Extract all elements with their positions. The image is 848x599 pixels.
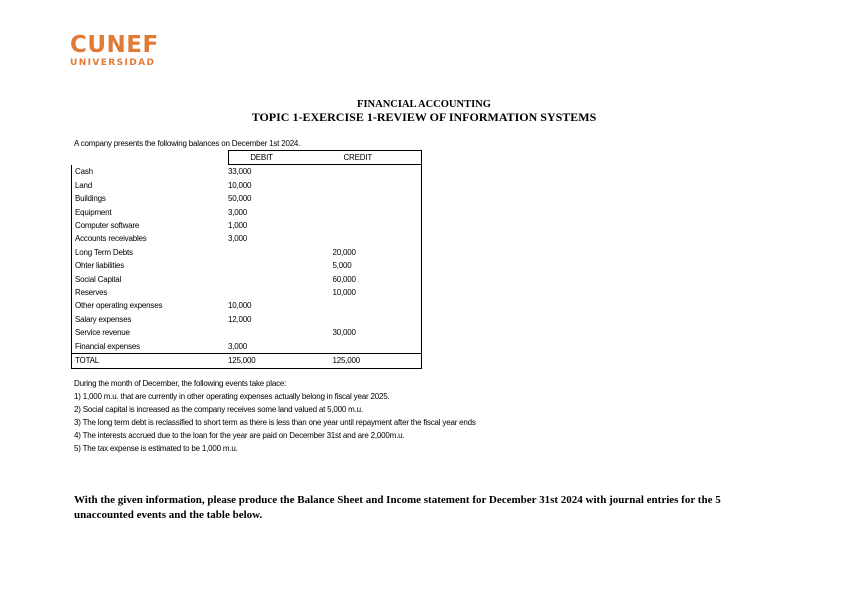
cell-account: Other operating expenses xyxy=(72,299,229,312)
table-row xyxy=(72,340,422,354)
document-subtitle: TOPIC 1-EXERCISE 1-REVIEW OF INFORMATION SYSTEMS xyxy=(251,110,597,124)
event-item: 2) Social capital is increased as the company receives some land valued at 5,000 m.u. xyxy=(74,405,363,414)
cell-credit xyxy=(295,192,422,205)
cell-account: Reserves xyxy=(72,286,229,299)
cell-account: Accounts receivables xyxy=(72,232,229,245)
cell-debit: 3,000 xyxy=(228,234,248,244)
cell-credit: 60,000 xyxy=(295,273,422,286)
table-row xyxy=(72,299,422,312)
events-section xyxy=(74,379,484,457)
cell-debit: 125,000 xyxy=(228,354,295,368)
cell-debit: 10,000 xyxy=(228,180,252,190)
cell-account: Cash xyxy=(72,165,229,179)
cell-credit: 10,000 xyxy=(295,286,422,299)
table-row xyxy=(72,232,422,245)
event-item: 1) 1,000 m.u. that are currently in other operating expenses actually belong in fiscal year 2025. xyxy=(74,392,390,401)
cunef-logo xyxy=(70,34,159,68)
cell-debit: 12,000 xyxy=(228,314,252,324)
events-list xyxy=(74,392,484,454)
cell-credit: 125,000 xyxy=(295,354,422,368)
document-title xyxy=(0,99,848,110)
table-row xyxy=(72,192,422,205)
table-row xyxy=(72,206,422,219)
header-account xyxy=(72,151,229,165)
cell-account: Land xyxy=(72,179,229,192)
table-row xyxy=(72,246,422,259)
cell-debit xyxy=(228,273,295,286)
logo-wordmark: CUNEF xyxy=(70,32,159,58)
table-row xyxy=(72,165,422,179)
cell-account: Ohter liabilities xyxy=(72,259,229,272)
table-body xyxy=(72,165,422,368)
cell-debit xyxy=(228,259,295,272)
cell-credit xyxy=(295,165,422,179)
cell-credit xyxy=(295,313,422,326)
cell-account: TOTAL xyxy=(72,354,229,368)
table-row xyxy=(72,326,422,339)
intro-text: A company presents the following balances on December 1st 2024. xyxy=(74,139,301,148)
table-row xyxy=(72,273,422,286)
cell-account: Computer software xyxy=(72,219,229,232)
cell-debit: 3,000 xyxy=(228,341,248,351)
cell-debit: 33,000 xyxy=(228,167,252,177)
cell-account: Salary expenses xyxy=(72,313,229,326)
cell-debit: 50,000 xyxy=(228,194,252,204)
table-header-row xyxy=(72,151,422,165)
instruction-text: With the given information, please produce the Balance Sheet and Income statement for December 31st 2024 with journal entries for the 5 unaccounted events and the table below. xyxy=(74,494,721,521)
cell-account: Equipment xyxy=(72,206,229,219)
table-row xyxy=(72,179,422,192)
cell-debit: 3,000 xyxy=(228,207,248,217)
cell-account: Long Term Debts xyxy=(72,246,229,259)
cell-credit: 20,000 xyxy=(295,246,422,259)
event-item: 5) The tax expense is estimated to be 1,000 m.u. xyxy=(74,444,238,453)
cell-credit xyxy=(295,299,422,312)
table-row xyxy=(72,219,422,232)
events-title: During the month of December, the following events take place: xyxy=(74,379,287,388)
document-title-text: FINANCIAL ACCOUNTING xyxy=(357,99,491,110)
event-item: 3) The long term debt is reclassified to short term as there is less than one year until repayment after the fiscal year ends xyxy=(74,418,476,427)
cell-debit: 10,000 xyxy=(228,301,252,311)
cell-credit xyxy=(295,232,422,245)
event-item: 4) The interests accrued due to the loan for the year are paid on December 31st and are 2,000m.u. xyxy=(74,431,405,440)
table-total-row xyxy=(72,354,422,368)
cell-credit xyxy=(295,179,422,192)
table-row xyxy=(72,286,422,299)
cell-debit: 1,000 xyxy=(228,221,248,231)
cell-credit xyxy=(295,219,422,232)
cell-account: Social Capital xyxy=(72,273,229,286)
cell-debit xyxy=(228,246,295,259)
cell-account: Service revenue xyxy=(72,326,229,339)
cell-credit xyxy=(295,206,422,219)
cell-credit: 30,000 xyxy=(295,326,422,339)
cell-credit: 5,000 xyxy=(295,259,422,272)
logo-subtitle: UNIVERSIDAD xyxy=(70,58,156,68)
table-row xyxy=(72,259,422,272)
cell-account: Financial expenses xyxy=(72,340,229,354)
header-debit: DEBIT xyxy=(228,151,295,165)
cell-account: Buildings xyxy=(72,192,229,205)
cell-debit xyxy=(228,286,295,299)
cell-debit xyxy=(228,326,295,339)
table-row xyxy=(72,313,422,326)
balances-table xyxy=(71,150,422,369)
header-credit: CREDIT xyxy=(295,151,422,165)
cell-credit xyxy=(295,340,422,354)
